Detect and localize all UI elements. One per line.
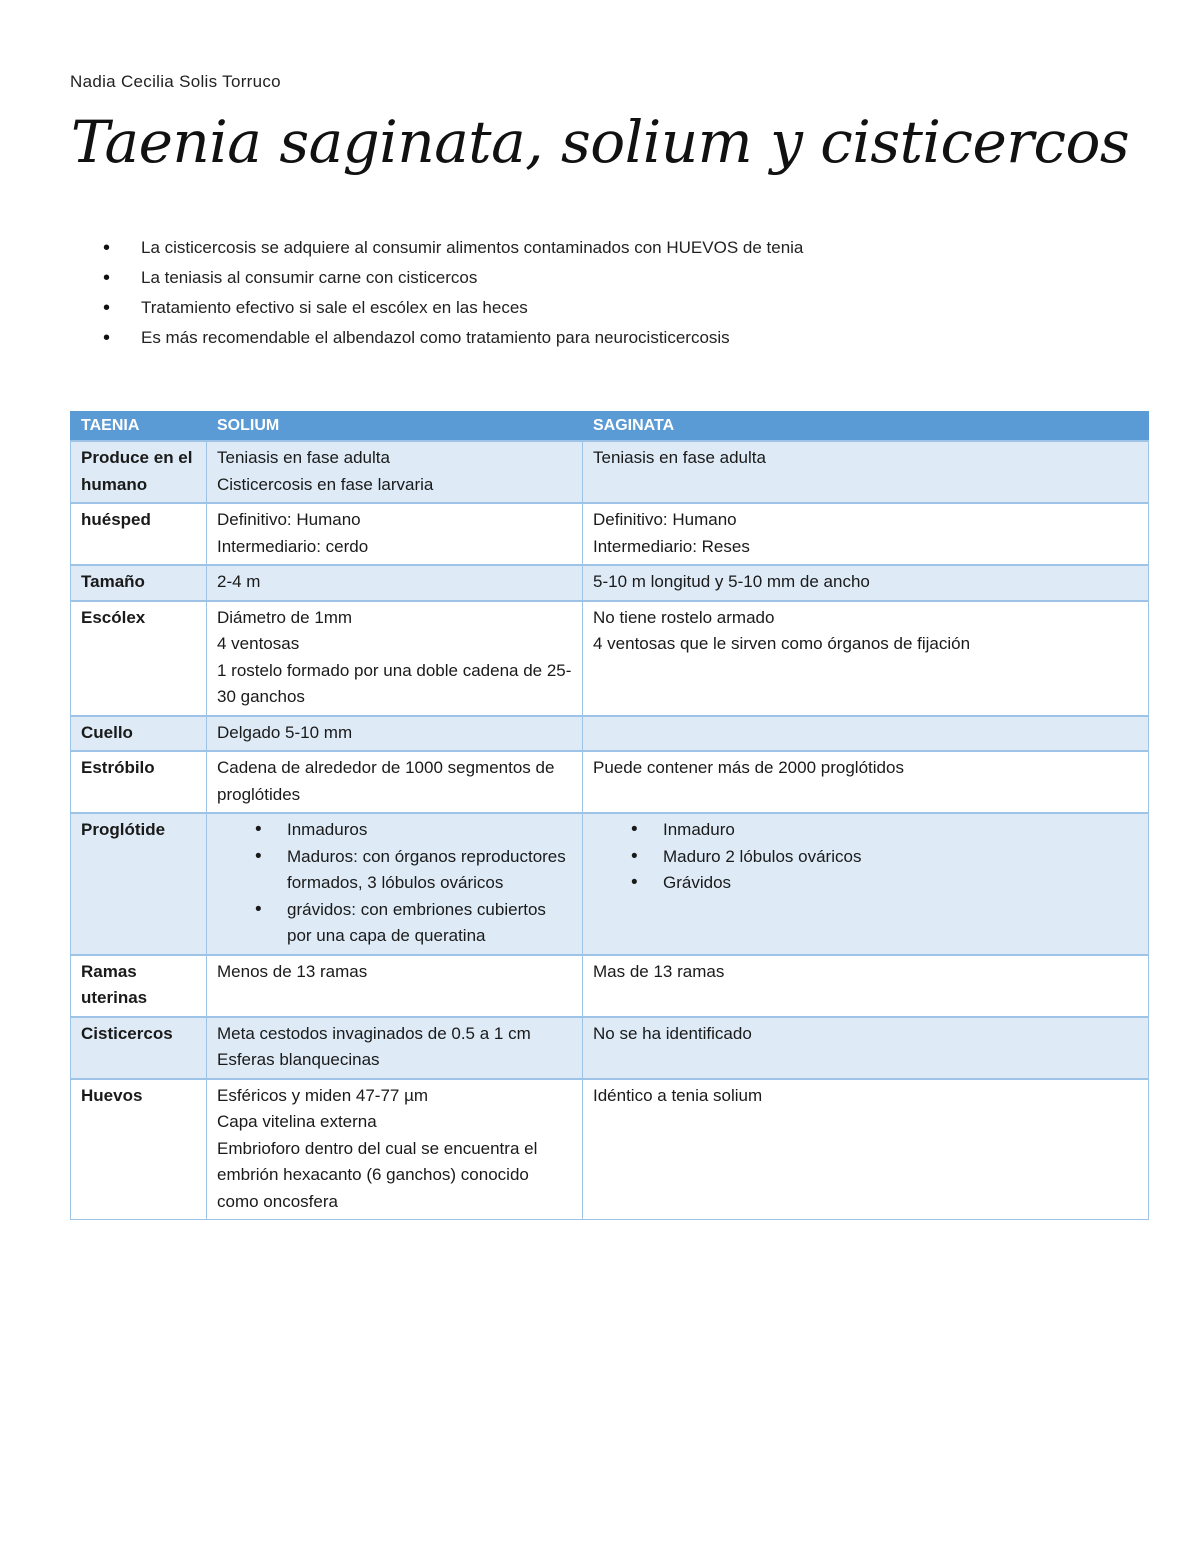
table-row bbox=[71, 751, 1149, 813]
table-row bbox=[71, 813, 1149, 955]
cell-line: Esféricos y miden 47-77 µm bbox=[217, 1085, 429, 1105]
table-row bbox=[71, 441, 1149, 503]
cell-line: Menos de 13 ramas bbox=[217, 961, 368, 981]
table-row bbox=[71, 1017, 1149, 1079]
saginata-proglottid-list bbox=[593, 817, 1138, 897]
cell-line: Definitivo: Humano bbox=[593, 510, 737, 529]
saginata-cell bbox=[583, 1017, 1149, 1079]
saginata-cell bbox=[583, 441, 1149, 503]
solium-cell bbox=[207, 503, 583, 565]
list-item: • Maduros: con órganos reproductores formados, 3 lóbulos ováricos bbox=[217, 844, 572, 897]
row-label: Estróbilo bbox=[71, 751, 207, 813]
saginata-cell bbox=[583, 503, 1149, 565]
table-row bbox=[71, 565, 1149, 601]
solium-cell bbox=[207, 601, 583, 716]
saginata-cell bbox=[583, 813, 1149, 955]
cell-line: Embrioforo dentro del cual se encuentra el embrión hexacanto (6 ganchos) conocido como oncosfera bbox=[217, 1138, 538, 1211]
saginata-cell bbox=[583, 1079, 1149, 1220]
header-saginata: SAGINATA bbox=[583, 412, 1149, 442]
saginata-cell bbox=[583, 955, 1149, 1017]
cell-line: Intermediario: cerdo bbox=[217, 536, 369, 556]
list-item: • Grávidos bbox=[593, 870, 1138, 897]
intro-bullet: • Es más recomendable el albendazol como tratamiento para neurocisticercosis bbox=[70, 323, 803, 353]
cell-line: 4 ventosas que le sirven como órganos de fijación bbox=[593, 634, 971, 653]
cell-line: Puede contener más de 2000 proglótidos bbox=[593, 758, 904, 777]
table-row bbox=[71, 716, 1149, 752]
cell-line: 2-4 m bbox=[217, 572, 261, 591]
row-label: Produce en el humano bbox=[71, 441, 207, 503]
intro-bullet-list bbox=[70, 233, 803, 353]
cell-line: 4 ventosas bbox=[217, 634, 300, 653]
header-taenia: TAENIA bbox=[71, 412, 207, 442]
list-item: • Maduro 2 lóbulos ováricos bbox=[593, 844, 1138, 871]
solium-cell bbox=[207, 1079, 583, 1220]
solium-proglottid-list bbox=[217, 817, 572, 950]
table-row bbox=[71, 503, 1149, 565]
row-label: Cuello bbox=[71, 716, 207, 752]
cell-line: Teniasis en fase adulta bbox=[217, 448, 390, 467]
solium-cell bbox=[207, 1017, 583, 1079]
cell-line: Delgado 5-10 mm bbox=[217, 722, 353, 742]
cell-line: Cisticercosis en fase larvaria bbox=[217, 474, 434, 494]
solium-cell bbox=[207, 955, 583, 1017]
cell-line: Definitivo: Humano bbox=[217, 510, 361, 529]
row-label: Escólex bbox=[71, 601, 207, 716]
table-row bbox=[71, 601, 1149, 716]
table-row bbox=[71, 955, 1149, 1017]
table-header-row bbox=[71, 412, 1149, 442]
row-label: Huevos bbox=[71, 1079, 207, 1220]
solium-cell bbox=[207, 751, 583, 813]
solium-cell bbox=[207, 813, 583, 955]
intro-bullet: • Tratamiento efectivo si sale el escólex en las heces bbox=[70, 293, 803, 323]
solium-cell bbox=[207, 565, 583, 601]
cell-line: 1 rostelo formado por una doble cadena de 25-30 ganchos bbox=[217, 660, 572, 706]
solium-cell bbox=[207, 716, 583, 752]
cell-line: Diámetro de 1mm bbox=[217, 607, 353, 627]
saginata-cell bbox=[583, 716, 1149, 752]
table-row bbox=[71, 1079, 1149, 1220]
cell-line: Esferas blanquecinas bbox=[217, 1050, 380, 1069]
list-item: • Inmaduros bbox=[217, 817, 572, 844]
cell-line: Meta cestodos invaginados de 0.5 a 1 cm bbox=[217, 1023, 531, 1043]
cell-line: No se ha identificado bbox=[593, 1023, 752, 1043]
cell-line: No tiene rostelo armado bbox=[593, 607, 775, 627]
header-solium: SOLIUM bbox=[207, 412, 583, 442]
cell-line: Intermediario: Reses bbox=[593, 536, 750, 556]
row-label: huésped bbox=[71, 503, 207, 565]
saginata-cell bbox=[583, 565, 1149, 601]
author-name: Nadia Cecilia Solis Torruco bbox=[70, 72, 281, 91]
intro-bullet: • La teniasis al consumir carne con cisticercos bbox=[70, 263, 803, 293]
cell-line: Idéntico a tenia solium bbox=[593, 1085, 763, 1105]
list-item: • grávidos: con embriones cubiertos por una capa de queratina bbox=[217, 897, 572, 950]
row-label: Cisticercos bbox=[71, 1017, 207, 1079]
saginata-cell bbox=[583, 601, 1149, 716]
row-label: Proglótide bbox=[71, 813, 207, 955]
saginata-cell bbox=[583, 751, 1149, 813]
cell-line: Capa vitelina externa bbox=[217, 1112, 377, 1131]
cell-line: Cadena de alrededor de 1000 segmentos de proglótides bbox=[217, 758, 555, 804]
list-item: • Inmaduro bbox=[593, 817, 1138, 844]
intro-bullet: • La cisticercosis se adquiere al consumir alimentos contaminados con HUEVOS de tenia bbox=[70, 233, 803, 263]
solium-cell bbox=[207, 441, 583, 503]
cell-line: Teniasis en fase adulta bbox=[593, 448, 766, 467]
comparison-table bbox=[70, 411, 1149, 1220]
row-label: Ramas uterinas bbox=[71, 955, 207, 1017]
cell-line: Mas de 13 ramas bbox=[593, 961, 725, 981]
cell-line: 5-10 m longitud y 5-10 mm de ancho bbox=[593, 572, 870, 591]
document-title: Taenia saginata, solium y cisticercos bbox=[70, 108, 1130, 176]
row-label: Tamaño bbox=[71, 565, 207, 601]
